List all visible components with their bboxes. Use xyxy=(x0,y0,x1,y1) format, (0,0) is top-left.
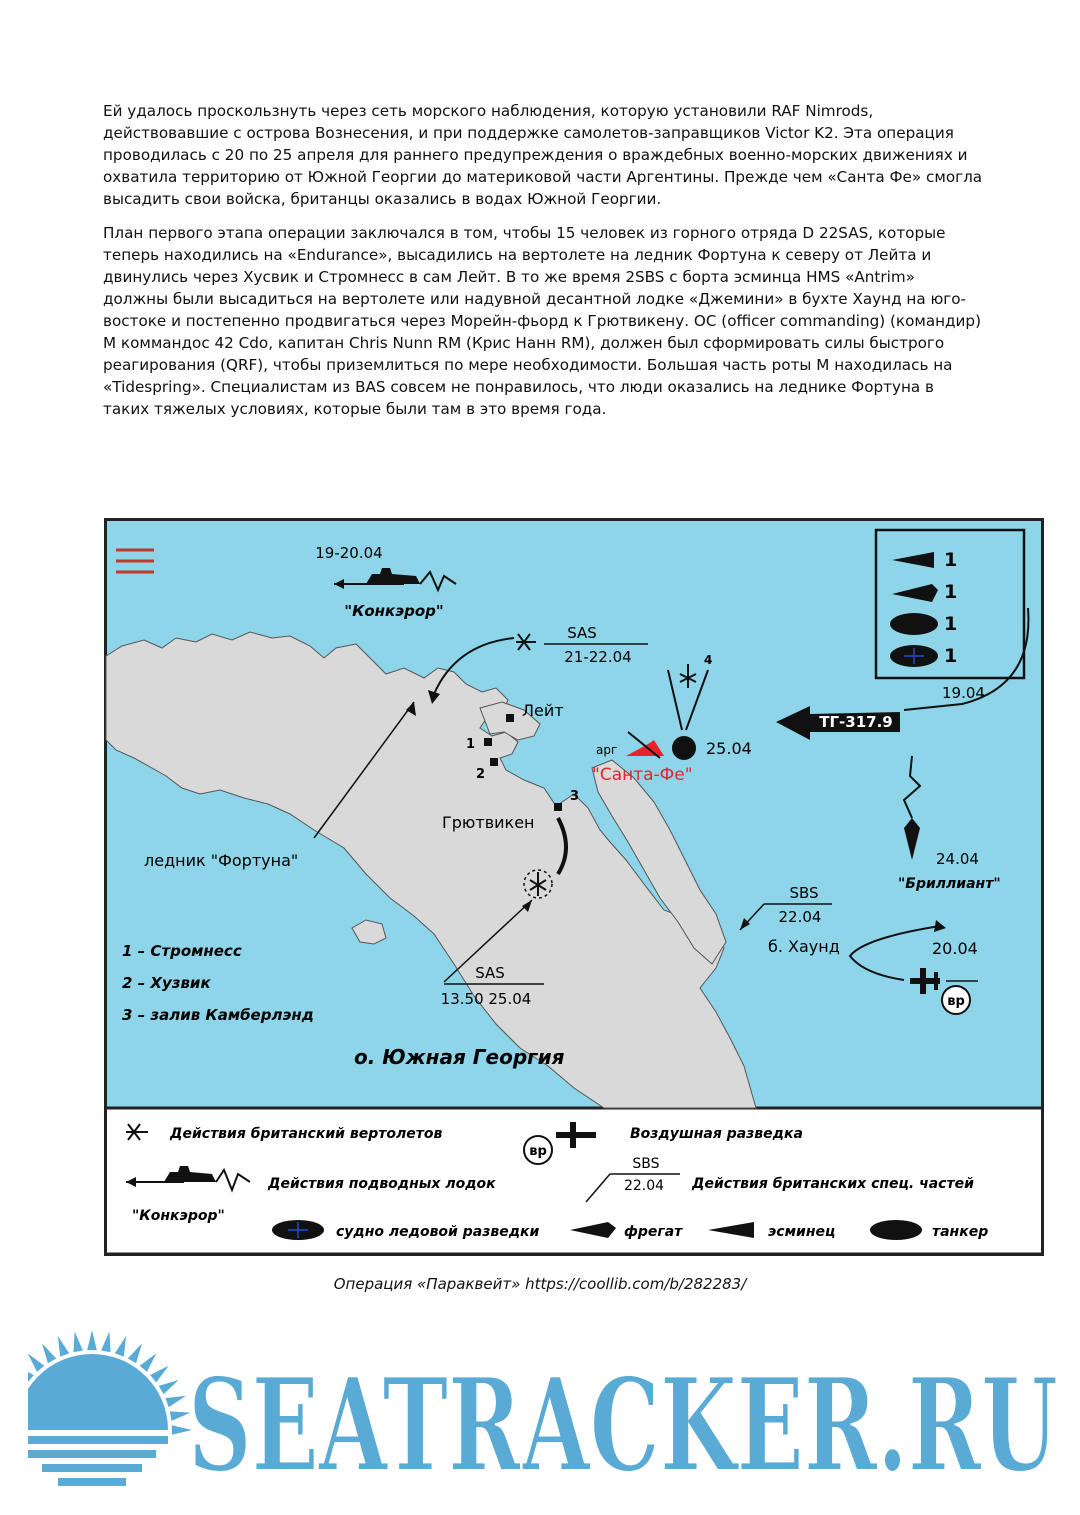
arg-label: арг xyxy=(596,743,618,757)
operation-map xyxy=(104,518,1044,1256)
grytviken-marker xyxy=(554,803,562,811)
sun-ray xyxy=(115,1336,126,1357)
conqueror-date: 19-20.04 xyxy=(315,544,383,562)
legend-helicopters xyxy=(126,1124,442,1142)
fortuna-label: ледник "Фортуна" xyxy=(144,851,299,870)
sun-ray xyxy=(28,1353,44,1372)
sun-ray xyxy=(58,1336,69,1357)
island-title: о. Южная Георгия xyxy=(354,1045,565,1069)
legend-destroyer-label: эсминец xyxy=(768,1224,836,1240)
count-tanker: 1 xyxy=(944,613,958,635)
paragraph-2: План первого этапа операции заключался в том, чтобы 15 человек из горного отряда D 22SAS, которые теперь находились на «Endurance», высадились на вертолете на ледник Фортуна к северу от Лейта и двинулись через Хусвик и Стромнесс в сам Лейт. В то же время 2SBS с борта эсминца HMS «Antrim» должны были высадиться на вертолете или надувной десантной лодке «Джемини» в бухте Хаунд на юго-востоке и постепенно продвигаться через Морейн-фьорд к Грютвикену. OC (officer commanding) (командир) M коммандос 42 Cdo, капитан Chris Nunn RM (Крис Нанн RM), должен был сформировать силы быстрого реагирования (QRF), чтобы приземлиться по мере необходимости. Большая часть роты M находилась на «Tidespring». Специалистам из BAS совсем не понравилось, что люди оказались на леднике Фортуна в таких тяжелых условиях, которые были там в это время года. xyxy=(103,224,981,418)
paragraph-1: Ей удалось проскользнуть через сеть морского наблюдения, которую установили RAF Nimrods, действовавшие с острова Вознесения, и при поддержке самолетов-заправщиков Victor K2. Эта операция проводилась с 20 по 25 апреля для раннего предупреждения о враждебных военно-морских движениях и охватила территорию от Южной Георгии до материковой части Аргентины. Прежде чем «Санта Фе» смогла высадить свои войска, британцы оказались в водах Южной Георгии. xyxy=(103,102,983,208)
sun-ray xyxy=(140,1353,157,1372)
logo-text: SEATRACKER.RU xyxy=(188,1351,1058,1501)
sun-ray xyxy=(101,1332,110,1353)
recon-date: 20.04 xyxy=(932,939,978,958)
count-frigate: 1 xyxy=(944,581,958,603)
sbs-label: SBS xyxy=(789,884,819,902)
sun-ray xyxy=(128,1343,142,1363)
sun-ray xyxy=(28,1366,34,1383)
legend-special-forces-label: Действия британских спец. частей xyxy=(692,1176,974,1192)
sun-ray xyxy=(150,1366,169,1383)
sas-dates: 21-22.04 xyxy=(564,648,632,666)
husvik-marker xyxy=(490,758,498,766)
leith-label: Лейт xyxy=(522,701,564,720)
count-destroyer: 1 xyxy=(944,549,958,571)
count-ice-patrol: 1 xyxy=(944,645,958,667)
task-group-composition xyxy=(876,530,1024,678)
marker-1: 1 xyxy=(466,737,476,752)
marker-4: 4 xyxy=(704,653,713,667)
sas2-label: SAS xyxy=(475,964,505,982)
article-text xyxy=(103,100,983,432)
place-2: 2 – Хузвик xyxy=(122,974,211,992)
tanker-icon xyxy=(890,613,938,635)
tg-date: 19.04 xyxy=(942,684,985,702)
sun-ray xyxy=(159,1380,179,1394)
conqueror-label: "Конкэрор" xyxy=(344,602,444,620)
legend-ice-patrol-label: судно ледовой разведки xyxy=(336,1224,540,1240)
place-3: 3 – залив Камберлэнд xyxy=(122,1006,314,1024)
brilliant-date: 24.04 xyxy=(936,850,979,868)
stromness-marker xyxy=(484,738,492,746)
legend-sbs-label: SBS xyxy=(632,1156,660,1172)
sas-label: SAS xyxy=(567,624,597,642)
sun-ray xyxy=(42,1343,56,1363)
hound-bay-label: б. Хаунд xyxy=(768,937,840,956)
legend-tanker-label: танкер xyxy=(932,1224,989,1240)
sun-ray xyxy=(73,1332,82,1353)
legend-air-recon-label: Воздушная разведка xyxy=(630,1126,803,1142)
leith-marker xyxy=(506,714,514,722)
seatracker-logo[interactable] xyxy=(28,1330,1068,1510)
legend-helicopters-label: Действия британский вертолетов xyxy=(170,1126,443,1142)
sun-ray xyxy=(165,1396,186,1407)
marker-3: 3 xyxy=(570,789,580,804)
brilliant-label: "Бриллиант" xyxy=(898,876,1001,892)
legend-recon-badge: вр xyxy=(529,1144,547,1159)
legend-conqueror-label: "Конкэрор" xyxy=(132,1208,225,1224)
tg-label: ТГ-317.9 xyxy=(819,713,893,731)
sun-ray xyxy=(87,1330,97,1350)
santa-fe-date: 25.04 xyxy=(706,739,752,758)
sas2-time: 13.50 25.04 xyxy=(440,990,532,1008)
santa-fe-label: "Санта-Фе" xyxy=(592,765,693,785)
marker-2: 2 xyxy=(476,767,486,782)
legend-frigate-label: фрегат xyxy=(624,1224,683,1240)
recon-badge: вр xyxy=(947,994,965,1009)
grytviken-label: Грютвикен xyxy=(442,813,535,832)
place-1: 1 – Стромнесс xyxy=(122,942,242,960)
sun-icon xyxy=(28,1330,192,1486)
map-caption: Операция «Параквейт» https://coollib.com/b/282283/ xyxy=(333,1275,747,1293)
sbs-date: 22.04 xyxy=(778,908,822,926)
legend-submarines-label: Действия подводных лодок xyxy=(268,1176,496,1192)
legend-sbs-date: 22.04 xyxy=(623,1178,665,1194)
